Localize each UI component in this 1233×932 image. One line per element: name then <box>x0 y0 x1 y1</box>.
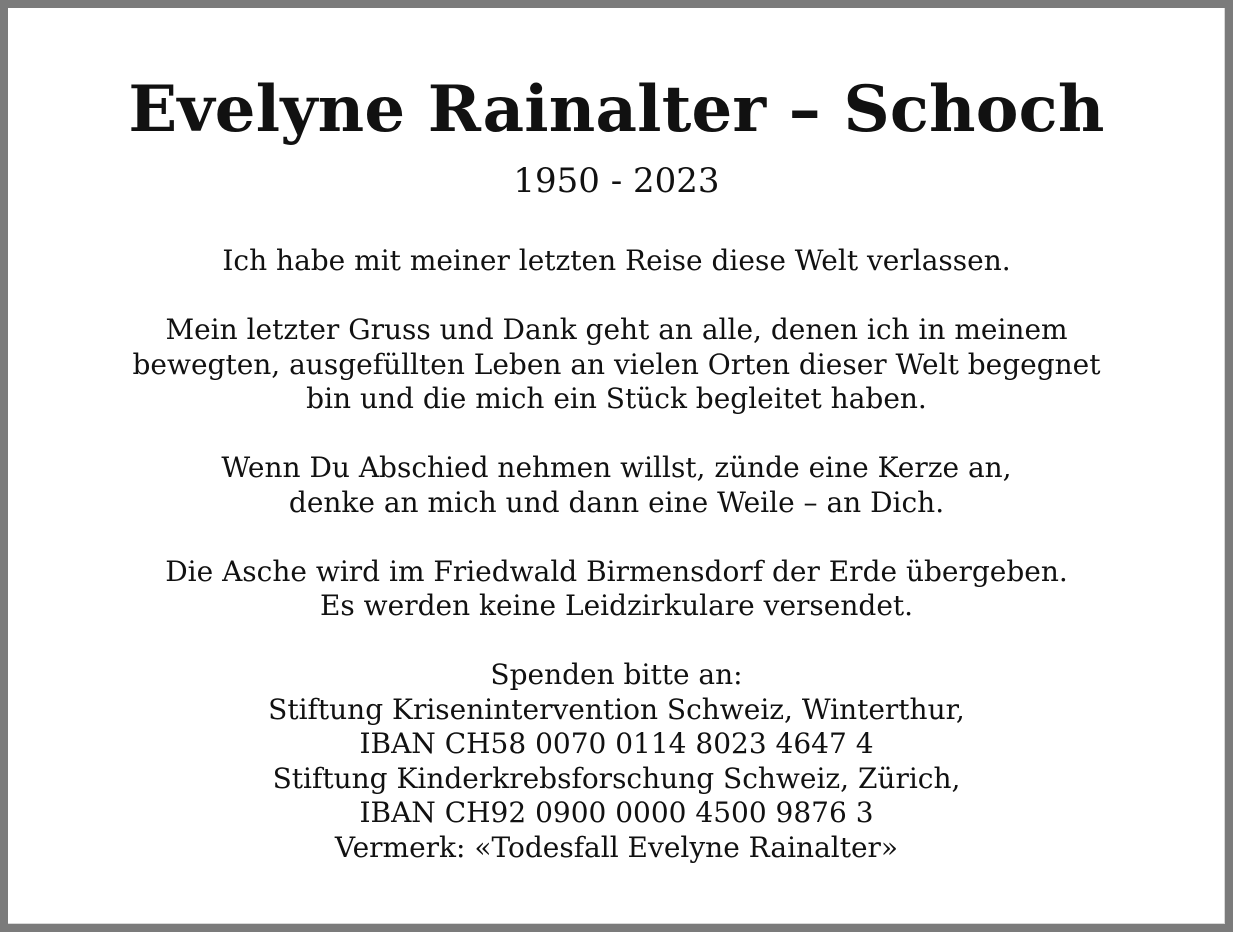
obituary-text <box>8 244 1225 900</box>
candle-line-2: denke an mich und dann eine Weile – an Dich. <box>288 485 945 519</box>
thanks-line-2: bewegten, ausgefüllten Leben an vielen Orten dieser Welt begegnet <box>132 347 1101 381</box>
donation-org-2: Stiftung Kinderkrebsforschung Schweiz, Zürich, <box>272 761 961 795</box>
donations-paragraph <box>8 658 1225 865</box>
burial-paragraph <box>8 555 1225 624</box>
donation-reference: Vermerk: «Todesfall Evelyne Rainalter» <box>334 830 899 864</box>
donation-iban-2: IBAN CH92 0900 0000 4500 9876 3 <box>359 796 874 829</box>
donations-intro: Spenden bitte an: <box>490 658 743 691</box>
burial-line-2: Es werden keine Leidzirkulare versendet. <box>319 589 914 622</box>
deceased-name: Evelyne Rainalter – Schoch <box>128 72 1105 147</box>
farewell-paragraph <box>8 244 1225 279</box>
burial-line-1: Die Asche wird im Friedwald Birmensdorf der Erde übergeben. <box>165 554 1068 588</box>
farewell-line: Ich habe mit meiner letzten Reise diese Welt verlassen. <box>222 244 1011 277</box>
candle-paragraph <box>8 451 1225 520</box>
candle-line-1: Wenn Du Abschied nehmen willst, zünde eine Kerze an, <box>221 451 1012 484</box>
donation-iban-1: IBAN CH58 0070 0114 8023 4647 4 <box>359 727 874 760</box>
thanks-line-1: Mein letzter Gruss und Dank geht an alle, denen ich in meinem <box>165 313 1068 346</box>
donation-org-1: Stiftung Krisenintervention Schweiz, Winterthur, <box>268 692 965 726</box>
thanks-paragraph <box>8 313 1225 417</box>
thanks-line-3: bin und die mich ein Stück begleitet haben. <box>306 382 927 415</box>
obituary-frame <box>8 8 1225 924</box>
life-years: 1950 - 2023 <box>513 161 720 201</box>
